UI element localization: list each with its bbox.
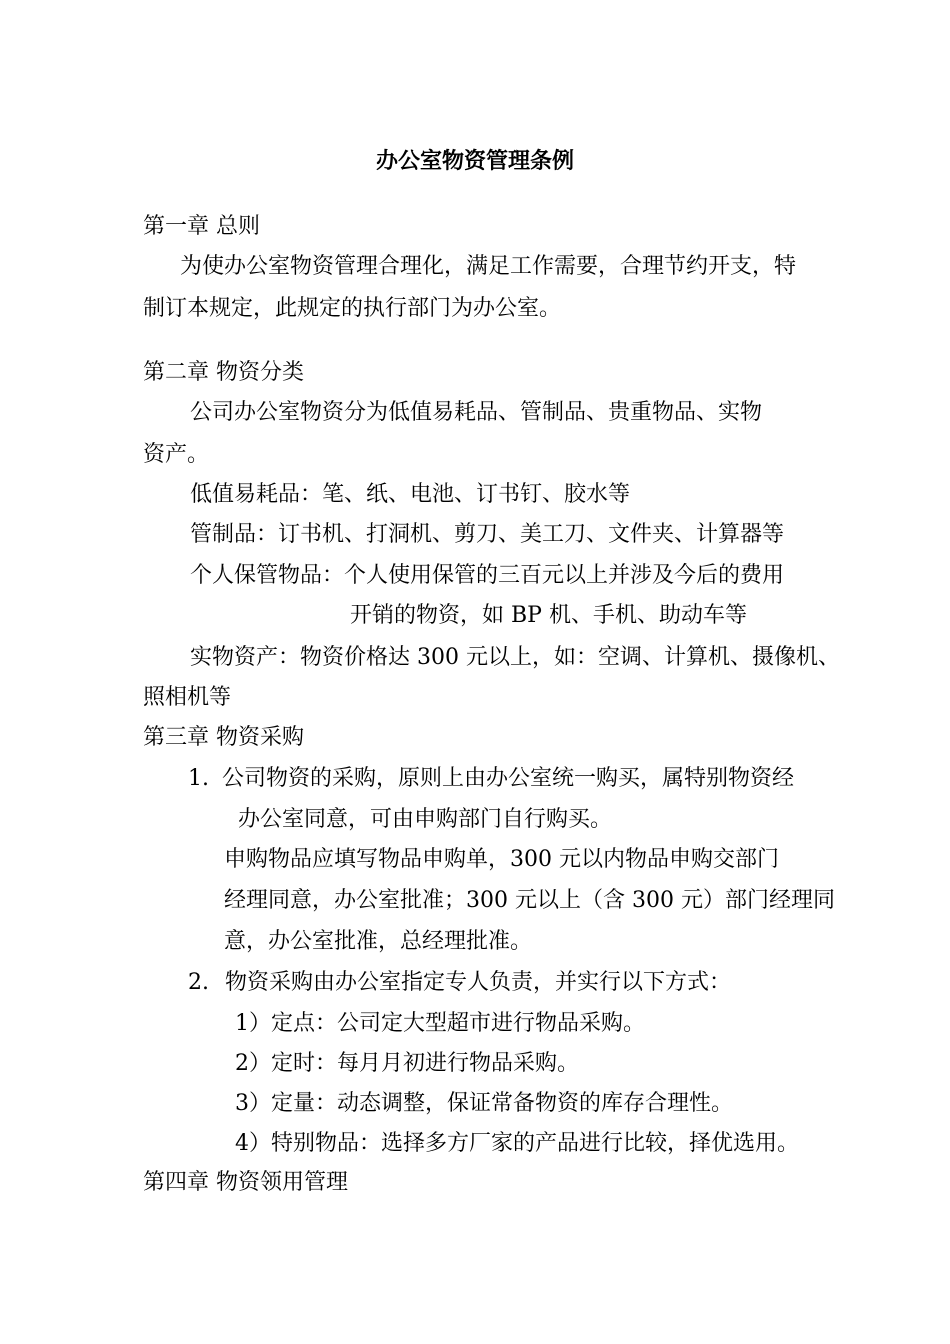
category-assets-line-2: 照相机等 xyxy=(143,685,232,710)
chapter-2-heading: 第二章 物资分类 xyxy=(143,360,304,385)
category-assets-line-1: 实物资产：物资价格达 300 元以上，如：空调、计算机、摄像机、 xyxy=(190,645,840,670)
category-personal-line-2: 开销的物资，如 BP 机、手机、助动车等 xyxy=(350,603,747,628)
method-number: 3） xyxy=(235,1091,271,1116)
method-special-items: 特别物品：选择多方厂家的产品进行比较，择优选用。 xyxy=(271,1131,800,1156)
chapter-1-heading: 第一章 总则 xyxy=(143,214,260,239)
method-fixed-location: 定点：公司定大型超市进行物品采购。 xyxy=(271,1011,646,1036)
chapter-2-intro-line-2: 资产。 xyxy=(143,442,210,467)
purchase-item-1-line-2: 办公室同意，可由申购部门自行购买。 xyxy=(238,807,613,832)
purchase-item-1-sub-line-3: 意，办公室批准，总经理批准。 xyxy=(224,929,533,954)
chapter-1-paragraph-line-2: 制订本规定，此规定的执行部门为办公室。 xyxy=(143,296,562,321)
purchase-item-1-line-1: 公司物资的采购，原则上由办公室统一购买，属特别物资经 xyxy=(222,766,795,791)
chapter-4-heading: 第四章 物资领用管理 xyxy=(143,1170,348,1195)
category-personal-line-1: 个人保管物品：个人使用保管的三百元以上并涉及今后的费用 xyxy=(190,563,785,588)
chapter-2-intro-line-1: 公司办公室物资分为低值易耗品、管制品、贵重物品、实物 xyxy=(190,400,763,425)
document-title: 办公室物资管理条例 xyxy=(375,148,574,174)
list-item-number: 1. xyxy=(188,766,209,791)
purchase-item-2: 物资采购由办公室指定专人负责，并实行以下方式： xyxy=(225,970,732,995)
chapter-3-heading: 第三章 物资采购 xyxy=(143,725,304,750)
category-controlled: 管制品：订书机、打洞机、剪刀、美工刀、文件夹、计算器等 xyxy=(190,522,785,547)
category-low-value: 低值易耗品：笔、纸、电池、订书钉、胶水等 xyxy=(190,482,631,507)
method-number: 4） xyxy=(235,1131,271,1156)
chapter-1-paragraph-line-1: 为使办公室物资管理合理化，满足工作需要，合理节约开支，特 xyxy=(180,254,797,279)
method-fixed-time: 定时：每月月初进行物品采购。 xyxy=(271,1051,580,1076)
method-number: 1） xyxy=(235,1011,271,1036)
list-item-number: 2. xyxy=(188,970,209,995)
method-fixed-quantity: 定量：动态调整，保证常备物资的库存合理性。 xyxy=(271,1091,734,1116)
purchase-item-1-sub-line-2: 经理同意，办公室批准；300 元以上（含 300 元）部门经理同 xyxy=(224,888,835,913)
method-number: 2） xyxy=(235,1051,271,1076)
purchase-item-1-sub-line-1: 申购物品应填写物品申购单，300 元以内物品申购交部门 xyxy=(224,847,779,872)
